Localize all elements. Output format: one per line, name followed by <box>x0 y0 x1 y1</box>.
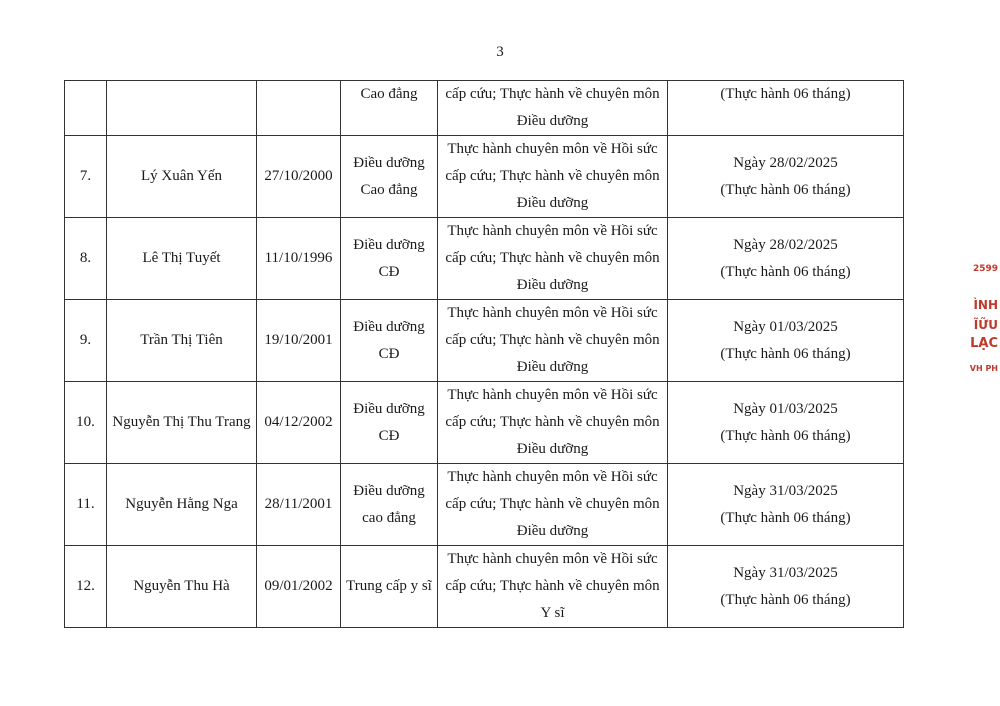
red-seal-stamp <box>966 258 1000 388</box>
table-row <box>65 464 904 546</box>
table-row <box>65 300 904 382</box>
start-date: Ngày 01/03/2025 <box>733 400 838 417</box>
cell-dob: 28/11/2001 <box>257 464 341 546</box>
cell-name: Nguyễn Thu Hà <box>107 546 257 628</box>
duration: (Thực hành 06 tháng) <box>720 591 851 608</box>
cell-name <box>107 81 257 136</box>
cell-name: Trần Thị Tiên <box>107 300 257 382</box>
cell-name: Nguyễn Hằng Nga <box>107 464 257 546</box>
cell-date <box>668 136 904 218</box>
table-row-continued <box>65 81 904 136</box>
start-date: Ngày 01/03/2025 <box>733 318 838 335</box>
cell-name: Lý Xuân Yến <box>107 136 257 218</box>
cell-training: Thực hành chuyên môn về Hồi sức cấp cứu; Thực hành về chuyên môn Y sĩ <box>438 546 668 628</box>
cell-qualification: Điều dưỡng CĐ <box>341 218 438 300</box>
cell-name: Nguyễn Thị Thu Trang <box>107 382 257 464</box>
cell-dob: 04/12/2002 <box>257 382 341 464</box>
cell-no: 8. <box>65 218 107 300</box>
stamp-text: ÌNH <box>973 298 998 312</box>
cell-qualification: Điều dưỡng cao đẳng <box>341 464 438 546</box>
cell-no: 7. <box>65 136 107 218</box>
cell-dob: 09/01/2002 <box>257 546 341 628</box>
cell-date <box>668 218 904 300</box>
cell-training: Thực hành chuyên môn về Hồi sức cấp cứu; Thực hành về chuyên môn Điều dưỡng <box>438 136 668 218</box>
cell-qualification: Điều dưỡng CĐ <box>341 382 438 464</box>
start-date: Ngày 28/02/2025 <box>733 154 838 171</box>
cell-name: Lê Thị Tuyết <box>107 218 257 300</box>
duration: (Thực hành 06 tháng) <box>720 427 851 444</box>
stamp-text: LẠC <box>970 336 998 351</box>
cell-dob: 11/10/1996 <box>257 218 341 300</box>
cell-qualification: Trung cấp y sĩ <box>341 546 438 628</box>
duration: (Thực hành 06 tháng) <box>720 345 851 362</box>
cell-dob: 27/10/2000 <box>257 136 341 218</box>
cell-no: 10. <box>65 382 107 464</box>
cell-qualification: Cao đẳng <box>341 81 438 136</box>
stamp-text: ĨỮU <box>973 318 998 332</box>
cell-date <box>668 464 904 546</box>
cell-qualification: Điều dưỡng Cao đẳng <box>341 136 438 218</box>
table-row <box>65 546 904 628</box>
duration: (Thực hành 06 tháng) <box>720 509 851 526</box>
table-row <box>65 218 904 300</box>
cell-date-note: (Thực hành 06 tháng) <box>668 81 904 136</box>
table-row <box>65 136 904 218</box>
cell-training: Thực hành chuyên môn về Hồi sức cấp cứu; Thực hành về chuyên môn Điều dưỡng <box>438 464 668 546</box>
cell-no: 11. <box>65 464 107 546</box>
cell-no: 12. <box>65 546 107 628</box>
cell-no: 9. <box>65 300 107 382</box>
cell-qualification: Điều dưỡng CĐ <box>341 300 438 382</box>
stamp-text: VH PH <box>969 364 998 373</box>
roster-table <box>64 80 904 628</box>
cell-training: Thực hành chuyên môn về Hồi sức cấp cứu; Thực hành về chuyên môn Điều dưỡng <box>438 382 668 464</box>
cell-training: Thực hành chuyên môn về Hồi sức cấp cứu; Thực hành về chuyên môn Điều dưỡng <box>438 218 668 300</box>
cell-date <box>668 382 904 464</box>
cell-date <box>668 546 904 628</box>
cell-training: Thực hành chuyên môn về Hồi sức cấp cứu; Thực hành về chuyên môn Điều dưỡng <box>438 300 668 382</box>
start-date: Ngày 31/03/2025 <box>733 482 838 499</box>
cell-date <box>668 300 904 382</box>
duration: (Thực hành 06 tháng) <box>720 263 851 280</box>
cell-training: cấp cứu; Thực hành về chuyên môn Điều dưỡng <box>438 81 668 136</box>
cell-dob: 19/10/2001 <box>257 300 341 382</box>
page-number: 3 <box>496 44 504 60</box>
duration: (Thực hành 06 tháng) <box>720 181 851 198</box>
start-date: Ngày 31/03/2025 <box>733 564 838 581</box>
cell-no <box>65 81 107 136</box>
table-row <box>65 382 904 464</box>
start-date: Ngày 28/02/2025 <box>733 236 838 253</box>
stamp-text: 2599 <box>972 264 998 274</box>
cell-dob <box>257 81 341 136</box>
